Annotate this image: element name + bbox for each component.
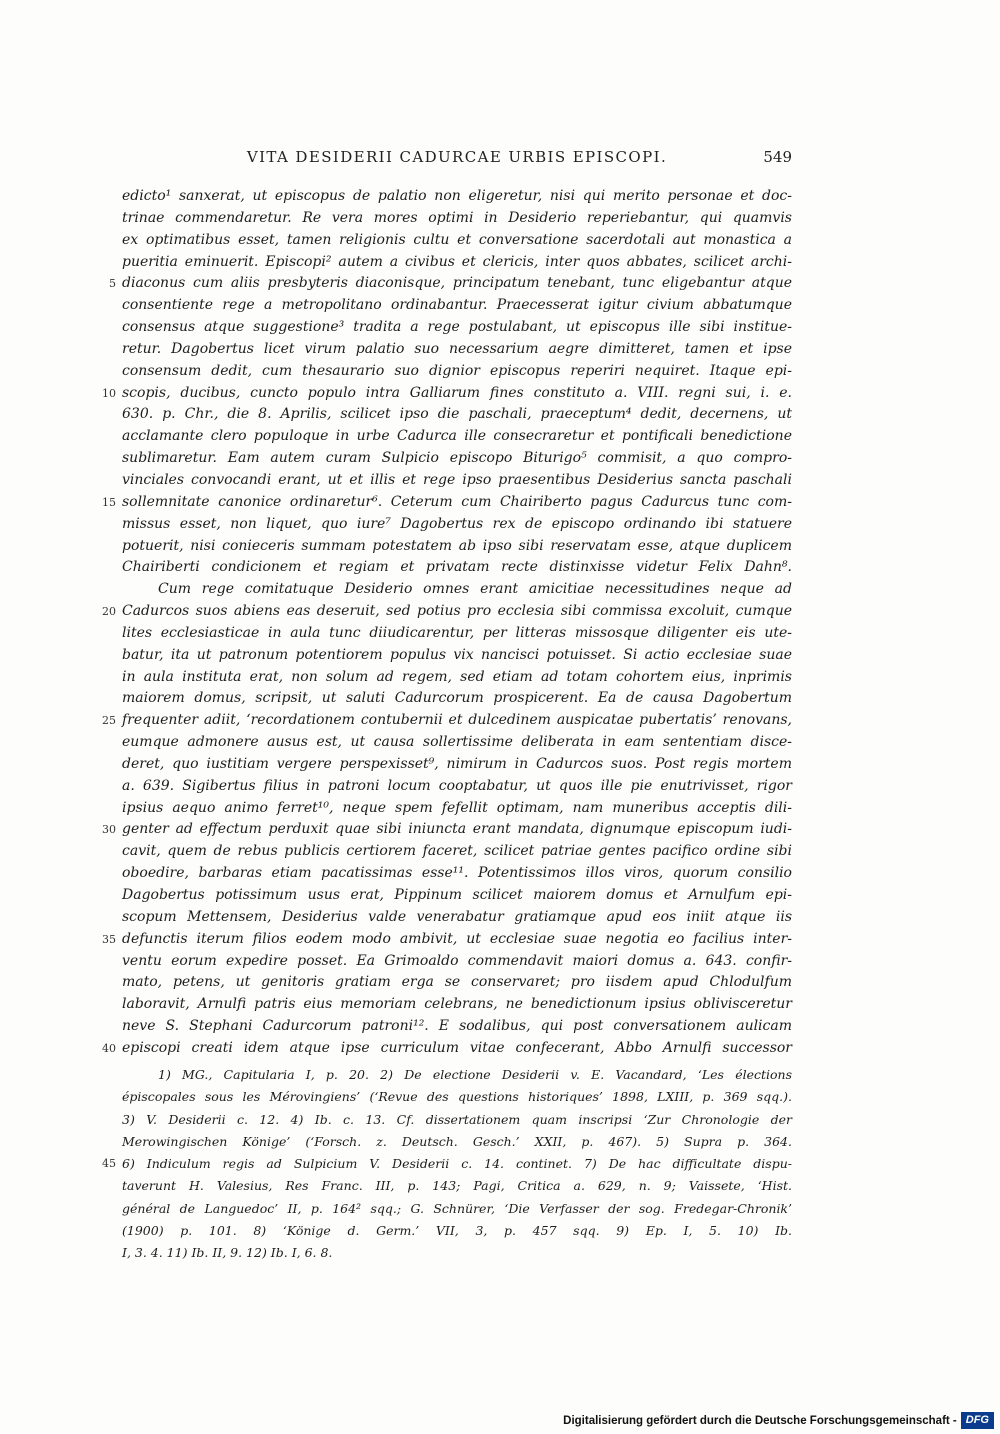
margin-line-number: 15: [102, 495, 116, 509]
body-text-row: [86, 252, 792, 274]
body-text-line: ex optimatibus esset, tamen religionis cultu et conversatione sacerdotali aut monastica a: [122, 231, 792, 248]
margin-line-number: [86, 885, 122, 907]
body-text-row: [86, 1038, 792, 1060]
margin-line-number: 35: [102, 932, 116, 946]
footnote-line: 1) MG., Capitularia I, p. 20. 2) De electione Desiderii v. E. Vacandard, ‘Les élections: [158, 1067, 792, 1082]
footnote-row: [86, 1175, 792, 1197]
body-text-line: diaconus cum aliis presbyteris diaconisque, principatum tenebant, tunc eligebantur atque: [122, 275, 792, 292]
body-text-line: sublimaretur. Eam autem curam Sulpicio episcopo Biturigo⁵ commisit, a quo compro-: [122, 450, 792, 467]
margin-line-number: [86, 361, 122, 383]
margin-line-number: [86, 186, 122, 208]
body-text-row: [86, 492, 792, 514]
footnotes-block: [86, 1064, 792, 1265]
body-text-line: cavit, quem de rebus publicis certiorem faceret, scilicet patriae gentes pacifico ordine sibi: [122, 843, 792, 860]
body-text-row: [86, 208, 792, 230]
margin-line-number: [86, 317, 122, 339]
margin-line-number: [86, 514, 122, 536]
margin-line-number: [86, 1109, 122, 1131]
body-text-row: [86, 579, 792, 601]
margin-line-number: [86, 1086, 122, 1108]
body-text-row: [86, 754, 792, 776]
margin-line-number: 40: [102, 1041, 116, 1055]
body-text-row: [86, 1016, 792, 1038]
body-text-row: [86, 317, 792, 339]
body-text-line: ipsius aequo animo ferret¹⁰, neque spem fefellit optimam, nam muneribus acceptis dili-: [122, 799, 792, 816]
margin-line-number: [86, 1242, 122, 1264]
body-text-line: episcopi creati idem atque ipse curriculum vitae confecerant, Abbo Arnulfi successor: [122, 1039, 792, 1056]
body-text-line: Cadurcos suos abiens eas deseruit, sed potius pro ecclesia sibi commissa excoluit, cumque: [122, 603, 792, 620]
body-text-row: [86, 557, 792, 579]
body-text-line: lites ecclesiasticae in aula tunc diiudicarentur, per litteras missosque diligenter eis ute-: [122, 624, 792, 641]
body-text-row: [86, 645, 792, 667]
body-text-line: consensus atque suggestione³ tradita a rege postulabant, ut episcopus ille sibi institue-: [122, 319, 792, 336]
body-text-row: [86, 536, 792, 558]
body-text-line: 630. p. Chr., die 8. Aprilis, scilicet ipso die paschali, praeceptum⁴ dedit, decernens, ut: [122, 406, 792, 423]
margin-line-number: [86, 732, 122, 754]
body-text-line: a. 639. Sigibertus filius in patroni locum cooptabatur, ut quos ille pie enutrivisset, rigor: [122, 777, 792, 794]
margin-line-number: [86, 557, 122, 579]
body-text-row: [86, 426, 792, 448]
body-text-row: [86, 186, 792, 208]
body-text-line: missus esset, non liquet, quo iure⁷ Dagobertus rex de episcopo ordinando ibi statuere: [122, 515, 792, 532]
margin-line-number: [86, 951, 122, 973]
body-text-row: [86, 404, 792, 426]
body-text-line: defunctis iterum filios eodem modo ambivit, ut ecclesiae suae negotia eo facilius inter-: [122, 930, 792, 947]
margin-line-number: [86, 208, 122, 230]
body-text-row: [86, 732, 792, 754]
margin-line-number: [86, 754, 122, 776]
body-text-row: [86, 929, 792, 951]
footnote-row: [86, 1131, 792, 1153]
body-text-row: [86, 601, 792, 623]
footnote-row: [86, 1153, 792, 1175]
page-header: [122, 148, 792, 170]
body-text-row: [86, 514, 792, 536]
body-text-row: [86, 383, 792, 405]
footnote-row: [86, 1064, 792, 1086]
margin-line-number: [86, 776, 122, 798]
body-text-row: [86, 470, 792, 492]
body-text-row: [86, 448, 792, 470]
footnote-line: Merowingischen Könige’ (‘Forsch. z. Deutsch. Gesch.’ XXII, p. 467). 5) Supra p. 364.: [122, 1133, 792, 1149]
body-text-row: [86, 972, 792, 994]
body-text-line: consensum dedit, cum thesaurario suo dignior episcopus reperiri nequiret. Itaque epi-: [122, 362, 792, 379]
body-text-row: [86, 273, 792, 295]
body-text-line: pueritia eminuerit. Episcopi² autem a civibus et clericis, inter quos abbates, scilicet archi-: [122, 253, 792, 270]
footnote-line: I, 3. 4. 11) Ib. II, 9. 12) Ib. I, 6. 8.: [122, 1245, 333, 1261]
margin-line-number: [86, 339, 122, 361]
body-text-line: eumque admonere ausus est, ut causa sollertissime deliberata in eam sententiam disce-: [122, 734, 792, 751]
margin-line-number: [86, 863, 122, 885]
margin-line-number: [86, 252, 122, 274]
margin-line-number: [86, 994, 122, 1016]
body-text-line: neve S. Stephani Cadurcorum patroni¹². E sodalibus, qui post conversationem aulicam: [122, 1018, 792, 1035]
margin-line-number: [86, 1175, 122, 1197]
footnote-row: [86, 1220, 792, 1242]
footnote-row: [86, 1242, 792, 1264]
body-text-line: frequenter adiit, ‘recordationem contubernii et dulcedinem auspicatae pubertatis’ renovans,: [122, 712, 792, 729]
body-text-line: potuerit, nisi conieceris summam potestatem ab ipso sibi reservatam esse, atque duplicem: [122, 537, 792, 554]
body-text-row: [86, 339, 792, 361]
body-text-line: acclamante clero populoque in urbe Cadurca ille consecraretur et pontificali benedictione: [122, 428, 792, 445]
margin-line-number: [86, 448, 122, 470]
body-text: [86, 186, 792, 1060]
margin-line-number: 20: [102, 605, 116, 619]
margin-line-number: [86, 798, 122, 820]
digitization-credit-bar: [563, 1412, 994, 1429]
footnote-line: 3) V. Desiderii c. 12. 4) Ib. c. 13. Cf. dissertationem quam inscripsi ‘Zur Chronologie der: [122, 1111, 792, 1127]
footnote-line: épiscopales sous les Mérovingiens’ (‘Revue des questions historiques’ 1898, LXIII, p. 369 sqq.).: [122, 1089, 792, 1105]
footnote-line: général de Languedoc’ II, p. 164² sqq.; G. Schnürer, ‘Die Verfasser der sog. Fredegar-Chronik’: [122, 1200, 792, 1216]
body-text-row: [86, 361, 792, 383]
margin-line-number: [86, 1064, 122, 1086]
margin-line-number: [86, 579, 122, 601]
running-title: VITA DESIDERII CADURCAE URBIS EPISCOPI.: [246, 148, 668, 166]
body-text-line: retur. Dagobertus licet virum palatio suo necessarium aegre dimitteret, tamen et ipse: [122, 340, 792, 357]
body-text-row: [86, 688, 792, 710]
margin-line-number: [86, 1016, 122, 1038]
margin-line-number: [86, 623, 122, 645]
margin-line-number: [86, 1220, 122, 1242]
dfg-logo: DFG: [961, 1412, 994, 1429]
body-text-line: maiorem domus, scripsit, ut saluti Cadurcorum prospicerent. Ea de causa Dagobertum: [122, 690, 792, 707]
body-text-line: consentiente rege a metropolitano ordinabantur. Praecesserat igitur civium abbatumque: [122, 297, 792, 314]
body-text-line: ventu eorum expedire posset. Ea Grimoaldo commendavit maiori domus a. 643. confir-: [122, 952, 792, 969]
body-text-row: [86, 710, 792, 732]
margin-line-number: [86, 645, 122, 667]
margin-line-number: 5: [109, 277, 116, 291]
margin-line-number: [86, 1198, 122, 1220]
body-text-row: [86, 819, 792, 841]
footnote-row: [86, 1086, 792, 1108]
footnote-line: taverunt H. Valesius, Res Franc. III, p. 143; Pagi, Critica a. 629, n. 9; Vaissete, ‘Hist.: [122, 1178, 792, 1194]
margin-line-number: [86, 470, 122, 492]
body-text-row: [86, 951, 792, 973]
body-text-row: [86, 776, 792, 798]
body-text-row: [86, 230, 792, 252]
margin-line-number: [86, 536, 122, 558]
body-text-row: [86, 994, 792, 1016]
body-text-row: [86, 885, 792, 907]
body-text-line: batur, ita ut patronum potentiorem populus vix nancisci potuisset. Si actio ecclesiae suae: [122, 646, 792, 663]
body-text-line: in aula instituta erat, non solum ad regem, sed etiam ad totam cohortem eius, inprimis: [122, 668, 792, 685]
footnote-line: 6) Indiculum regis ad Sulpicium V. Desiderii c. 14. continet. 7) De hac difficultate dispu-: [122, 1156, 792, 1172]
margin-line-number: [86, 841, 122, 863]
body-text-row: [86, 841, 792, 863]
body-text-line: genter ad effectum perduxit quae sibi iniuncta erant mandata, dignumque episcopum iudi-: [122, 821, 792, 838]
footnote-line: (1900) p. 101. 8) ‘Könige d. Germ.’ VII, 3, p. 457 sqq. 9) Ep. I, 5. 10) Ib.: [122, 1223, 792, 1239]
margin-line-number: [86, 404, 122, 426]
margin-line-number: [86, 426, 122, 448]
margin-line-number: 45: [102, 1157, 116, 1171]
body-text-line: Chairiberti condicionem et regiam et privatam recte distinxisse videtur Felix Dahn⁸.: [122, 559, 792, 576]
margin-line-number: 10: [102, 386, 116, 400]
body-text-line: mato, petens, ut genitoris gratiam erga se conservaret; pro iisdem apud Chlodulfum: [122, 974, 792, 991]
footnote-row: [86, 1109, 792, 1131]
footnote-row: [86, 1198, 792, 1220]
body-text-line: scopis, ducibus, cuncto populo intra Galliarum fines constituto a. VIII. regni sui, i. e.: [122, 384, 792, 401]
body-text-line: Dagobertus potissimum usus erat, Pippinum scilicet maiorem domus et Arnulfum epi-: [122, 887, 792, 903]
margin-line-number: 25: [102, 714, 116, 728]
margin-line-number: [86, 1131, 122, 1153]
body-text-line: trinae commendaretur. Re vera mores optimi in Desiderio reperiebantur, qui quamvis: [122, 209, 792, 226]
body-text-line: Cum rege comitatuque Desiderio omnes erant amicitiae necessitudines neque ad: [158, 581, 792, 598]
body-text-line: deret, quo iustitiam vergere perspexisset⁹, nimirum in Cadurcos suos. Post regis mortem: [122, 755, 792, 772]
body-text-line: oboedire, barbaras etiam pacatissimas esse¹¹. Potentissimos illos viros, quorum consilio: [122, 865, 792, 882]
body-text-row: [86, 667, 792, 689]
margin-line-number: [86, 295, 122, 317]
body-text-row: [86, 798, 792, 820]
margin-line-number: 30: [102, 823, 116, 837]
margin-line-number: [86, 667, 122, 689]
body-text-row: [86, 295, 792, 317]
body-text-line: sollemnitate canonice ordinaretur⁶. Ceterum cum Chairiberto pagus Cadurcus tunc com-: [122, 493, 792, 510]
margin-line-number: [86, 907, 122, 929]
body-text-line: edicto¹ sanxerat, ut episcopus de palatio non eligeretur, nisi qui merito personae et doc-: [122, 188, 792, 204]
body-text-line: scopum Mettensem, Desiderius valde venerabatur gratiamque apud eos iniit atque iis: [122, 908, 792, 925]
margin-line-number: [86, 688, 122, 710]
body-text-line: vinciales convocandi erant, ut et illis et rege ipso praesentibus Desiderius sancta paschali: [122, 471, 792, 488]
page-number: 549: [763, 148, 792, 166]
body-text-row: [86, 623, 792, 645]
body-text-line: laboravit, Arnulfi patris eius memoriam celebrans, ne benedictionum ipsius oblivisceretur: [122, 996, 792, 1013]
digitization-credit-text: Digitalisierung gefördert durch die Deutsche Forschungsgemeinschaft -: [563, 1414, 957, 1427]
margin-line-number: [86, 972, 122, 994]
margin-line-number: [86, 230, 122, 252]
body-text-row: [86, 863, 792, 885]
body-text-row: [86, 907, 792, 929]
